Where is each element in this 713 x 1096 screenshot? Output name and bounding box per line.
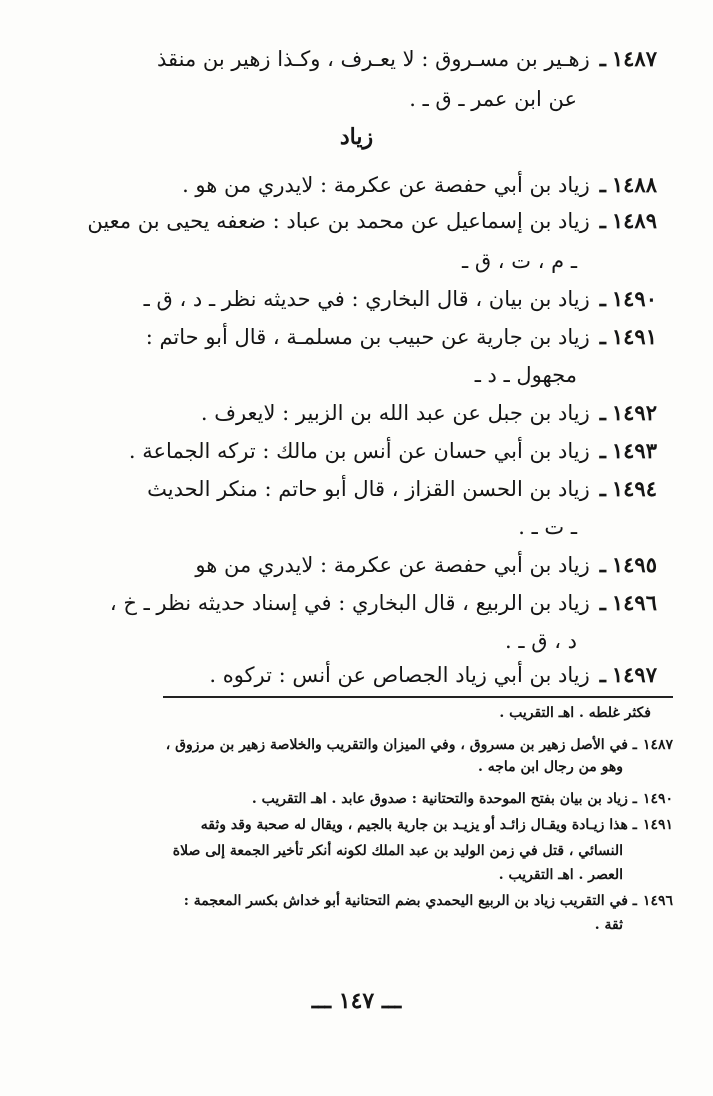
footnote-1490: ١٤٩٠ـ زياد بن بيان بفتح الموحدة والتحتانية : صدوق عابد . اهـ التقريب . xyxy=(153,788,673,810)
entry-1494: ١٤٩٤ـزياد بن الحسن القزاز ، قال أبو حاتم : منكر الحديث xyxy=(97,474,657,504)
entry-number: ١٤٩٠ xyxy=(611,286,657,311)
entry-1490: ١٤٩٠ـزياد بن بيان ، قال البخاري : في حديثه نظر ـ د ، ق ـ xyxy=(97,284,657,314)
entry-text: زياد بن جارية عن حبيب بن مسلمـة ، قال أبو حاتم : xyxy=(145,325,590,349)
footnote-number: ١٤٩٦ xyxy=(642,893,673,909)
footnote-divider xyxy=(163,696,673,698)
entry-number: ١٤٩٤ xyxy=(611,476,657,501)
entry-number: ١٤٩٥ xyxy=(611,552,657,577)
footnote-number: ١٤٩١ xyxy=(642,817,673,833)
footnote-1487: ١٤٨٧ـ في الأصل زهير بن مسروق ، وفي الميزان والتقريب والخلاصة زهير بن مرزوق ، xyxy=(153,734,673,756)
entry-1489: ١٤٨٩ـزياد بن إسماعيل عن محمد بن عباد : ضعفه يحيى بن معين xyxy=(97,206,657,236)
section-heading: زياد xyxy=(339,124,374,150)
entry-text: زياد بن أبي حفصة عن عكرمة : لايدري من هو xyxy=(195,553,590,577)
footnote-carryover: فكثر غلطه . اهـ التقريب . xyxy=(499,705,651,721)
entry-number: ١٤٨٩ xyxy=(611,208,657,233)
footnote-1496: ١٤٩٦ـ في التقريب زياد بن الربيع اليحمدي بضم التحتانية أبو خداش بكسر المعجمة : xyxy=(153,890,673,912)
entry-number: ١٤٨٨ xyxy=(611,172,657,197)
entry-number: ١٤٩٧ xyxy=(611,662,657,687)
footnote-text: هذا زيـادة ويقـال زائـد أو يزيـد بن جارية بالجيم ، ويقال له صحبة وقد وثقه xyxy=(200,817,628,833)
entry-number: ١٤٩٦ xyxy=(611,590,657,615)
page-number: ـــ ١٤٧ ـــ xyxy=(311,988,402,1014)
entry-1488: ١٤٨٨ـزياد بن أبي حفصة عن عكرمة : لايدري من هو . xyxy=(97,170,657,200)
entry-text: زياد بن أبي حفصة عن عكرمة : لايدري من هو . xyxy=(182,173,590,197)
entry-text: زياد بن أبي حسان عن أنس بن مالك : تركه الجماعة . xyxy=(128,439,590,463)
entry-continuation: عن ابن عمر ـ ق ـ . xyxy=(409,87,577,111)
footnote-number: ١٤٨٧ xyxy=(642,737,673,753)
entry-text: زياد بن جبل عن عبد الله بن الزبير : لايعرف . xyxy=(200,401,590,425)
entry-continuation: ـ ت ـ . xyxy=(518,515,577,539)
entry-1487: ١٤٨٧ـزهـير بن مسـروق : لا يعـرف ، وكـذا زهير بن منقذ xyxy=(97,44,657,74)
footnote-continuation: النسائي ، قتل في زمن الوليد بن عبد الملك لكونه أنكر تأخير الجمعة إلى صلاة xyxy=(172,843,623,859)
entry-text: زياد بن أبي زياد الجصاص عن أنس : تركوه . xyxy=(209,663,590,687)
footnote-1491: ١٤٩١ـ هذا زيـادة ويقـال زائـد أو يزيـد بن جارية بالجيم ، ويقال له صحبة وقد وثقه xyxy=(153,814,673,836)
footnote-text: في التقريب زياد بن الربيع اليحمدي بضم التحتانية أبو خداش بكسر المعجمة : xyxy=(183,893,628,909)
footnote-number: ١٤٩٠ xyxy=(642,791,673,807)
entry-number: ١٤٨٧ xyxy=(611,46,657,71)
entry-1491: ١٤٩١ـزياد بن جارية عن حبيب بن مسلمـة ، قال أبو حاتم : xyxy=(97,322,657,352)
entry-continuation: ـ م ، ت ، ق ـ xyxy=(462,249,577,273)
entry-1497: ١٤٩٧ـزياد بن أبي زياد الجصاص عن أنس : تركوه . xyxy=(97,660,657,690)
footnote-continuation: وهو من رجال ابن ماجه . xyxy=(478,759,623,775)
entry-text: زياد بن إسماعيل عن محمد بن عباد : ضعفه يحيى بن معين xyxy=(87,209,590,233)
entry-text: زياد بن بيان ، قال البخاري : في حديثه نظر ـ د ، ق ـ xyxy=(143,287,590,311)
entry-number: ١٤٩١ xyxy=(611,324,657,349)
entry-text: زياد بن الربيع ، قال البخاري : في إسناد حديثه نظر ـ خ ، xyxy=(109,591,590,615)
footnote-text: في الأصل زهير بن مسروق ، وفي الميزان والتقريب والخلاصة زهير بن مرزوق ، xyxy=(165,737,628,753)
entry-number: ١٤٩٢ xyxy=(611,400,657,425)
footnote-continuation: ثقة . xyxy=(594,917,623,933)
entry-text: زهـير بن مسـروق : لا يعـرف ، وكـذا زهير بن منقذ xyxy=(157,47,590,71)
entry-continuation: د ، ق ـ . xyxy=(505,629,577,653)
entry-number: ١٤٩٣ xyxy=(611,438,657,463)
entry-1496: ١٤٩٦ـزياد بن الربيع ، قال البخاري : في إسناد حديثه نظر ـ خ ، xyxy=(97,588,657,618)
entry-1493: ١٤٩٣ـزياد بن أبي حسان عن أنس بن مالك : تركه الجماعة . xyxy=(97,436,657,466)
entry-1492: ١٤٩٢ـزياد بن جبل عن عبد الله بن الزبير : لايعرف . xyxy=(97,398,657,428)
footnote-continuation: العصر . اهـ التقريب . xyxy=(498,867,623,883)
footnote-text: زياد بن بيان بفتح الموحدة والتحتانية : صدوق عابد . اهـ التقريب . xyxy=(251,791,628,807)
entry-continuation: مجهول ـ د ـ xyxy=(474,363,577,387)
entry-text: زياد بن الحسن القزاز ، قال أبو حاتم : منكر الحديث xyxy=(147,477,590,501)
entry-1495: ١٤٩٥ـزياد بن أبي حفصة عن عكرمة : لايدري من هو xyxy=(97,550,657,580)
